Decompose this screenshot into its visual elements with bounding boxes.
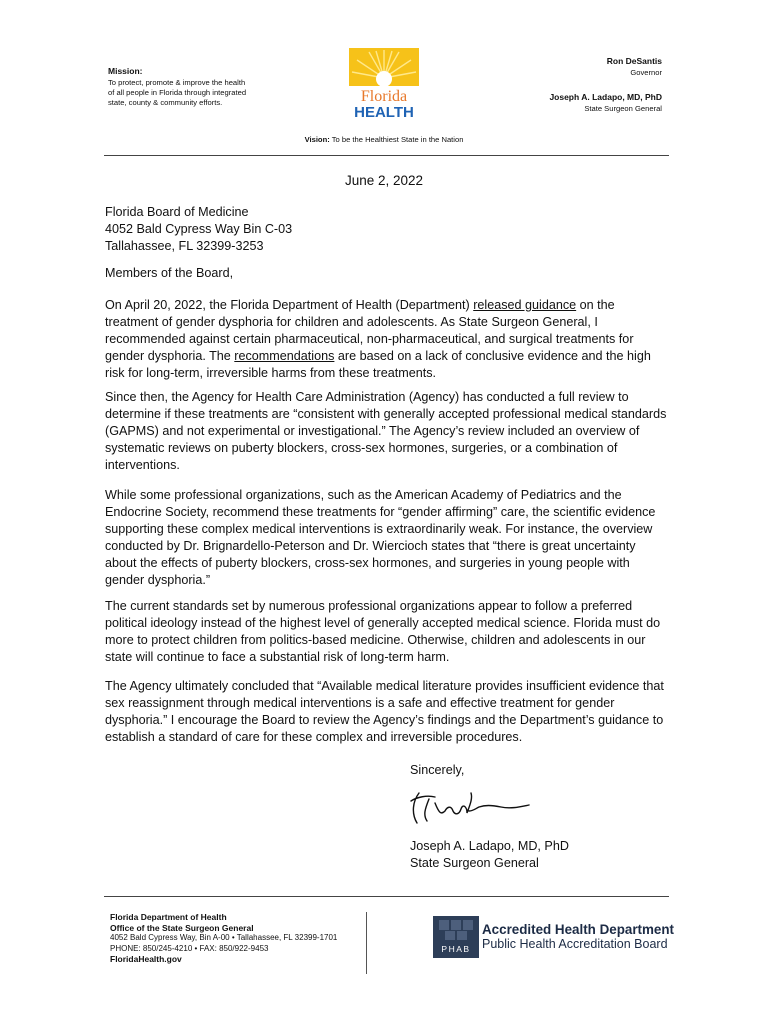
- signer-block: [410, 838, 569, 872]
- governor-name: Ron DeSantis: [606, 56, 662, 66]
- paragraph-5: [105, 678, 670, 746]
- closing: Sincerely,: [410, 763, 465, 777]
- footer-office: Office of the State Surgeon General: [110, 922, 254, 933]
- p4-text: The current standards set by numerous professional organizations appear to follow a preferred political ideology instead of the highest level of generally accepted medical science. Florida must do more to protect children from politics-based medicine. Otherwise, children and adolescents in our state will continue to face a substantial risk of long-term harm.: [105, 599, 661, 664]
- phab-abbr: PHAB: [441, 944, 471, 954]
- address-line: 4052 Bald Cypress Way Bin C-03: [105, 222, 293, 236]
- vision-text: To be the Healthiest State in the Nation: [329, 135, 464, 144]
- footer-website[interactable]: FloridaHealth.gov: [110, 954, 182, 964]
- signer-name: Joseph A. Ladapo, MD, PhD: [410, 839, 569, 853]
- footer-phone: PHONE: 850/245-4210 • FAX: 850/922-9453: [110, 943, 269, 953]
- paragraph-3: [105, 487, 670, 589]
- accreditation-text: [482, 923, 674, 951]
- footer-vertical-divider: [366, 912, 367, 974]
- p5-text: The Agency ultimately concluded that “Available medical literature provides insufficient evidence that sex reassignment through medical interventions is a safe and effective treatment for gender dysphoria.” I encourage the Board to review the Agency’s findings and the Department’s guidance to establish a standard of care for these complex and irreversible procedures.: [105, 679, 664, 744]
- mission-line: of all people in Florida through integrated: [108, 88, 247, 97]
- p3-text: While some professional organizations, such as the American Academy of Pediatrics and the Endocrine Society, recommend these treatments for “gender affirming” care, the scientific evidence supporting these complex medical interventions is extraordinarily weak. For instance, the overview conducted by Dr. Brignardello-Peterson and Dr. Wiercioch states that “there is great uncertainty about the effects of puberty blockers, cross-sex hormones, and surgeries in young people with gender dysphoria.”: [105, 488, 656, 587]
- mission-line: state, county & community efforts.: [108, 98, 223, 107]
- signer-title: State Surgeon General: [410, 856, 539, 870]
- address-line: Tallahassee, FL 32399-3253: [105, 239, 264, 253]
- released-guidance-link[interactable]: released guidance: [473, 298, 577, 312]
- paragraph-4: [105, 598, 670, 666]
- officials-block: [549, 56, 662, 114]
- handwritten-signature: [405, 785, 535, 833]
- accredited-subtitle: Public Health Accreditation Board: [482, 937, 668, 951]
- footer-contact: [110, 912, 337, 965]
- header-divider: [104, 155, 669, 156]
- logo-word-florida: Florida: [360, 88, 408, 105]
- mission-label: Mission:: [108, 66, 143, 76]
- mission-line: To protect, promote & improve the health: [108, 78, 246, 87]
- logo-word-health: HEALTH: [354, 104, 414, 120]
- footer-department: Florida Department of Health: [110, 912, 227, 922]
- vision-statement: [0, 135, 768, 144]
- governor-title: Governor: [630, 68, 662, 77]
- florida-health-logo: [349, 48, 419, 120]
- mission-statement: [108, 66, 278, 108]
- salutation: Members of the Board,: [105, 266, 234, 280]
- letter-date: June 2, 2022: [344, 173, 424, 188]
- recipient-address: [105, 204, 670, 255]
- surgeon-general-name: Joseph A. Ladapo, MD, PhD: [549, 92, 662, 102]
- accredited-title: Accredited Health Department: [482, 922, 674, 937]
- phab-logo: [433, 916, 479, 958]
- p1-text-a: On April 20, 2022, the Florida Department of Health (Department): [105, 298, 474, 312]
- p1-text-b: on the treatment of gender dysphoria for children and adolescents. As State Surgeon General, I recommended against certain pharmaceutical, non-pharmaceutical, and surgical treatments for gender dysphoria. The: [105, 298, 634, 363]
- p1-text-c: are based on a lack of conclusive evidence and the high risk for long-term, irreversible harms from these treatments.: [105, 349, 651, 380]
- vision-label: Vision:: [304, 135, 330, 144]
- address-line: Florida Board of Medicine: [105, 205, 249, 219]
- footer-address: 4052 Bald Cypress Way, Bin A-00 • Tallahassee, FL 32399-1701: [110, 933, 338, 942]
- footer-divider: [104, 896, 669, 897]
- p2-text: Since then, the Agency for Health Care Administration (Agency) has conducted a full review to determine if these treatments are “consistent with generally accepted professional medical standards (GAPMS) and not experimental or investigational.” The Agency’s review included an overview of systematic reviews on puberty blockers, cross-sex hormones, surgeries, or a combination of interventions.: [105, 390, 667, 472]
- paragraph-1: [105, 297, 670, 382]
- surgeon-general-title: State Surgeon General: [584, 104, 662, 113]
- recommendations-link[interactable]: recommendations: [234, 349, 335, 363]
- paragraph-2: [105, 389, 670, 474]
